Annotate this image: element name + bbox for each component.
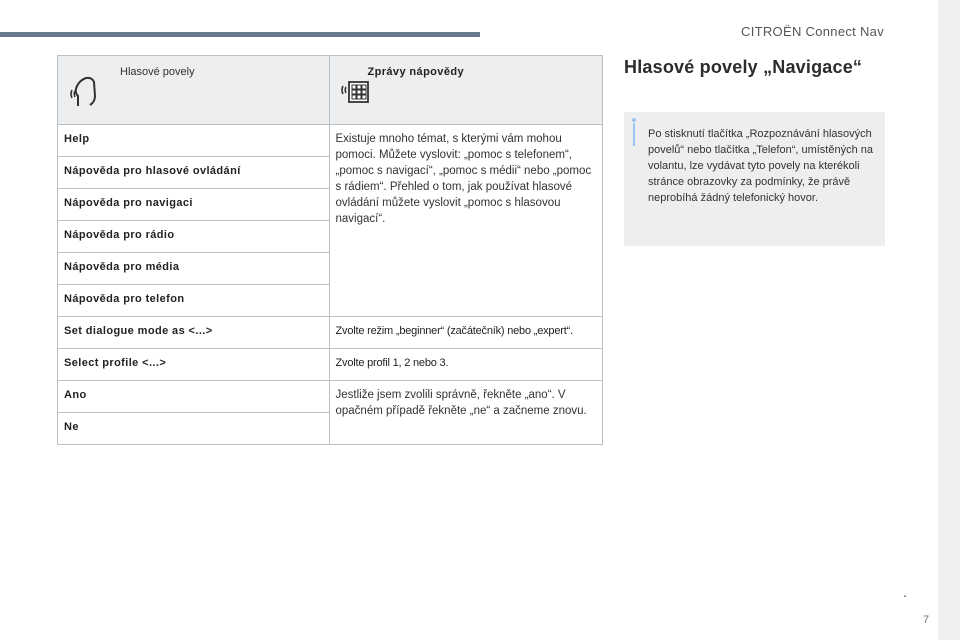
continuation-dot: . — [903, 584, 907, 600]
header-help-messages-label: Zprávy nápovědy — [367, 66, 464, 78]
info-icon — [632, 118, 636, 122]
command-media-help: Nápověda pro média — [58, 253, 330, 285]
header-commands-label: Hlasové povely — [120, 66, 195, 78]
command-voice-help: Nápověda pro hlasové ovládání — [58, 157, 330, 189]
command-dialogue-mode: Set dialogue mode as <...> — [58, 317, 330, 349]
voice-commands-table — [57, 55, 603, 445]
page-number: 7 — [923, 614, 930, 626]
command-help: Help — [58, 125, 330, 157]
side-strip — [938, 0, 960, 640]
header-brand: CITROËN Connect Nav — [741, 24, 884, 39]
voice-command-hand-icon — [68, 72, 98, 108]
table-header-commands — [58, 56, 330, 125]
yes-no-description: Jestliže jsem zvolili správně, řekněte „ano“. V opačném případě řekněte „ne“ a začneme znovu. — [329, 381, 603, 445]
table-header-help-messages — [329, 56, 603, 125]
dialogue-mode-description: Zvolte režim „beginner“ (začátečník) nebo „expert“. — [329, 317, 603, 349]
help-description: Existuje mnoho témat, s kterými vám mohou pomoci. Můžete vyslovit: „pomoc s telefonem“, „pomoc s navigací“, „pomoc s médii“ nebo „pomoc s rádiem“. Přehled o tom, jak používat hlasové ovládání můžete vyslovit „pomoc s hlasovou navigací“. — [329, 125, 603, 317]
info-icon-bar — [633, 123, 635, 146]
section-title: Hlasové povely „Navigace“ — [624, 57, 863, 77]
command-select-profile: Select profile <...> — [58, 349, 330, 381]
info-box — [624, 112, 885, 246]
command-yes: Ano — [58, 381, 330, 413]
command-no: Ne — [58, 413, 330, 445]
header-accent-bar — [0, 32, 480, 37]
voice-keypad-icon — [340, 72, 370, 108]
info-text: Po stisknutí tlačítka „Rozpoznávání hlasových povelů“ nebo tlačítka „Telefon“, umístěných na volantu, lze vydávat tyto povely na kterékoli stránce obrazovky za podmínky, že právě neprobíhá žádný telefonický hovor. — [648, 128, 874, 204]
command-navigation-help: Nápověda pro navigaci — [58, 189, 330, 221]
command-phone-help: Nápověda pro telefon — [58, 285, 330, 317]
select-profile-description: Zvolte profil 1, 2 nebo 3. — [329, 349, 603, 381]
command-radio-help: Nápověda pro rádio — [58, 221, 330, 253]
